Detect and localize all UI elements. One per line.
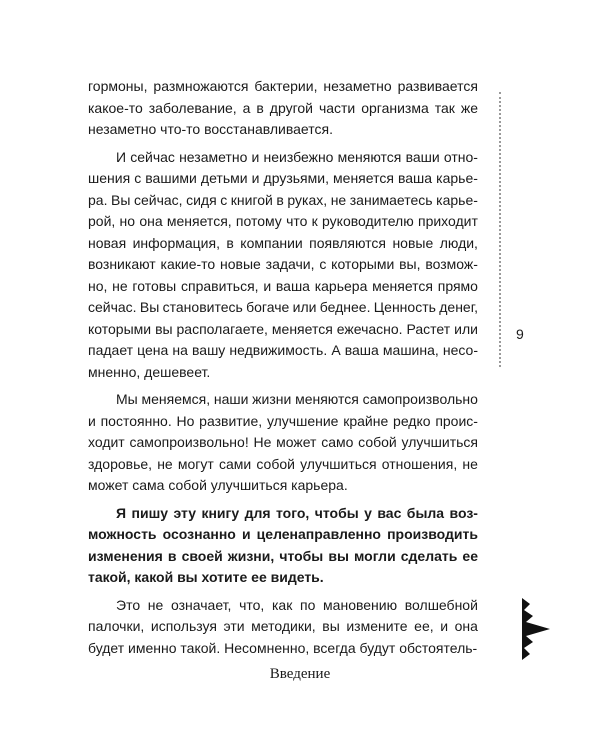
word: как <box>271 596 293 613</box>
word: или <box>292 299 317 315</box>
word: сейчас, <box>133 191 183 208</box>
word: методики, <box>251 618 316 634</box>
word: меняется <box>333 170 394 186</box>
word: возмож- <box>425 256 478 272</box>
word: цена <box>137 342 169 358</box>
word: А <box>331 342 341 358</box>
word: друзьями, <box>263 170 329 186</box>
word: означает, <box>170 596 232 613</box>
text-line <box>88 211 478 233</box>
word: эти <box>223 618 245 634</box>
word: используя <box>150 618 217 634</box>
word: беднее. <box>319 299 371 315</box>
word: в <box>167 547 177 564</box>
word: вы <box>322 618 340 634</box>
word: изменения <box>88 547 163 564</box>
word: чтобы <box>279 547 324 564</box>
text-line <box>88 276 478 298</box>
word: в <box>256 99 264 116</box>
word: или <box>454 320 478 337</box>
word: жизни <box>252 391 292 407</box>
word: потому <box>235 213 282 229</box>
word: с <box>319 256 327 272</box>
word: могли <box>353 547 396 564</box>
word: другой <box>269 99 313 116</box>
text-line <box>88 233 478 255</box>
word: измените <box>346 618 408 634</box>
word: которыми <box>88 320 152 337</box>
word: осознанно <box>162 526 236 542</box>
word: какие-то <box>160 256 216 272</box>
text-line <box>88 98 478 120</box>
word: незаметно <box>179 148 248 165</box>
text-line: может сама собой улучшиться карьера. <box>88 477 348 493</box>
word: руководителю <box>322 213 414 229</box>
word: люди, <box>439 234 478 251</box>
paragraph <box>88 503 478 589</box>
text-line <box>88 432 478 454</box>
word: несо- <box>442 342 478 358</box>
word: Мы <box>116 391 138 407</box>
word: вас <box>377 504 402 521</box>
word: вашу <box>192 342 226 358</box>
word: на <box>172 342 188 358</box>
word: же <box>460 99 478 116</box>
word: новая <box>88 234 127 251</box>
word: Вы <box>139 299 160 315</box>
text-line: мненно, дешевеет. <box>88 363 211 380</box>
text-line <box>88 254 478 276</box>
word: справиться, <box>180 277 259 294</box>
word: располагаете, <box>176 320 268 337</box>
word: Но <box>176 412 195 429</box>
text-line <box>88 190 478 212</box>
word: меняется <box>372 277 433 294</box>
text-line <box>88 546 478 568</box>
word: информация, <box>132 234 220 251</box>
word: развивается <box>397 78 478 94</box>
word: новые <box>392 234 434 251</box>
thumb-index-arrow-icon <box>520 598 552 660</box>
word: которыми <box>331 256 395 272</box>
word: ее <box>462 547 478 564</box>
word: самопроизвольно! <box>129 434 249 450</box>
word: карье- <box>436 170 478 186</box>
text-line <box>88 616 478 638</box>
word: какое-то <box>88 99 143 116</box>
word: меняется, <box>166 213 232 229</box>
text-line <box>88 297 478 319</box>
word: гормоны, <box>88 78 148 94</box>
word: здоровье, <box>88 455 153 472</box>
word: и <box>241 526 251 542</box>
word: сами <box>218 455 252 472</box>
word: денег, <box>439 299 478 315</box>
word: она <box>139 213 163 229</box>
word: и <box>263 277 272 294</box>
body-text <box>88 76 478 659</box>
text-line <box>88 411 478 433</box>
word: карье- <box>436 191 478 208</box>
paragraph <box>88 147 478 384</box>
text-line <box>88 389 478 411</box>
word: занимаетесь <box>349 191 433 208</box>
word: карьера <box>314 277 368 294</box>
word: падает <box>88 342 134 358</box>
word: а <box>242 99 251 116</box>
word: что <box>286 213 308 229</box>
word: книгой <box>230 191 273 208</box>
text-line <box>88 168 478 190</box>
word: меняются <box>337 148 402 165</box>
word: проис- <box>435 412 478 429</box>
word: ходит <box>88 434 125 450</box>
word: Я <box>116 504 127 521</box>
word: улучшиться <box>401 434 478 450</box>
word: и <box>440 618 449 634</box>
word: руках, <box>287 191 328 208</box>
word: Это <box>116 596 141 613</box>
word: крайне <box>343 412 389 429</box>
word: наши <box>213 391 249 407</box>
word: сделать <box>400 547 458 564</box>
word: недвижимость. <box>229 342 328 358</box>
word: незаметно <box>323 78 392 94</box>
word: готовы <box>132 277 177 294</box>
word: отношения, <box>381 455 458 472</box>
word: к <box>311 213 318 229</box>
word: и <box>251 170 260 186</box>
word: и <box>251 148 260 165</box>
word: того, <box>275 504 310 521</box>
word: И <box>116 148 127 165</box>
text-line <box>88 595 478 617</box>
word: сейчас <box>130 148 175 165</box>
paragraph <box>88 595 478 660</box>
section-title-footer: Введение <box>269 666 331 682</box>
word: что, <box>239 596 265 613</box>
word: но, <box>88 277 108 294</box>
word: развитие, <box>199 412 263 429</box>
word: детьми <box>200 170 248 186</box>
word: целенаправленно <box>256 526 381 542</box>
word: ваша <box>344 342 379 358</box>
text-line <box>88 340 478 362</box>
margin-dotted-rule <box>499 92 501 367</box>
word: заболевание, <box>148 99 237 116</box>
word: вы, <box>399 256 421 272</box>
word: в <box>226 234 234 251</box>
text-line <box>88 319 478 341</box>
word: может <box>276 434 317 450</box>
word: постоянно. <box>100 412 172 429</box>
word: с <box>220 191 228 208</box>
word: редко <box>393 412 431 429</box>
word: вашими <box>145 170 197 186</box>
word: книгу <box>201 504 240 521</box>
word: Не <box>253 434 272 450</box>
word: Вы <box>111 191 131 208</box>
word: могут <box>177 455 214 472</box>
word: была <box>406 504 445 521</box>
text-line <box>88 454 478 476</box>
word: жизни, <box>227 547 275 564</box>
word: палочки, <box>88 618 145 634</box>
word: бактерии, <box>254 78 318 94</box>
word: появляются <box>309 234 387 251</box>
word: само <box>321 434 354 450</box>
word: с <box>134 170 142 186</box>
word: сейчас. <box>88 299 137 315</box>
word: у <box>364 504 372 521</box>
word: неизбежно <box>263 148 334 165</box>
word: возникают <box>88 256 156 272</box>
word: размножаются <box>153 78 249 94</box>
word: вы <box>328 547 349 564</box>
text-line <box>88 524 478 546</box>
word: собой <box>358 434 397 450</box>
word: меняемся, <box>141 391 211 407</box>
word: для <box>244 504 271 521</box>
word: так <box>434 99 455 116</box>
word: пишу <box>131 504 169 521</box>
paragraph <box>88 389 478 497</box>
word: сидя <box>186 191 217 208</box>
word: Растет <box>406 320 451 337</box>
word: в <box>276 191 284 208</box>
word: можность <box>88 526 157 542</box>
word: организма <box>361 99 429 116</box>
word: меняются <box>295 391 359 407</box>
word: она <box>454 618 478 634</box>
text-line <box>88 503 478 525</box>
word: не <box>330 191 347 208</box>
word: отно- <box>443 148 478 165</box>
word: эту <box>173 504 197 521</box>
text-line <box>88 147 478 169</box>
word: своей <box>181 547 223 564</box>
word: собой <box>256 455 295 472</box>
word: вы <box>155 320 173 337</box>
text-line <box>88 76 478 98</box>
word: шения <box>88 170 131 186</box>
word: не <box>112 277 128 294</box>
text-line: такой, какой вы хотите ее видеть. <box>88 569 324 585</box>
word: и <box>88 412 96 429</box>
word: ваши <box>405 148 440 165</box>
word: не <box>157 455 173 472</box>
word: ваша <box>275 277 310 294</box>
word: становитесь <box>162 299 243 315</box>
word: чтобы <box>314 504 359 521</box>
word: приходит <box>417 213 478 229</box>
word: по <box>300 596 316 613</box>
word: не <box>147 596 164 613</box>
word: производить <box>387 526 478 542</box>
word: ее, <box>414 618 434 634</box>
word: но <box>119 213 136 229</box>
word: самопроизвольно <box>362 391 478 407</box>
word: Ценность <box>373 299 436 315</box>
word: компании <box>240 234 303 251</box>
text-line: будет именно такой. Несомненно, всегда будут обстоятель- <box>88 639 478 656</box>
word: машина, <box>382 342 439 358</box>
word: не <box>462 455 478 472</box>
word: ра. <box>88 191 108 208</box>
word: меняется <box>271 320 333 337</box>
word: рой, <box>88 213 116 229</box>
page-number: 9 <box>516 326 524 342</box>
word: новые <box>220 256 261 272</box>
word: ежечасно. <box>336 320 403 337</box>
word: волшебной <box>404 596 478 613</box>
word: мановению <box>323 596 398 613</box>
word: прямо <box>437 277 478 294</box>
word: задачи, <box>265 256 315 272</box>
paragraph <box>88 76 478 141</box>
word: улучшение <box>266 412 339 429</box>
word: воз- <box>449 504 478 521</box>
word: ваша <box>397 170 433 186</box>
word: богаче <box>246 299 290 315</box>
word: улучшиться <box>300 455 377 472</box>
text-line: незаметно что-то восстанавливается. <box>88 121 333 137</box>
word: части <box>318 99 356 116</box>
